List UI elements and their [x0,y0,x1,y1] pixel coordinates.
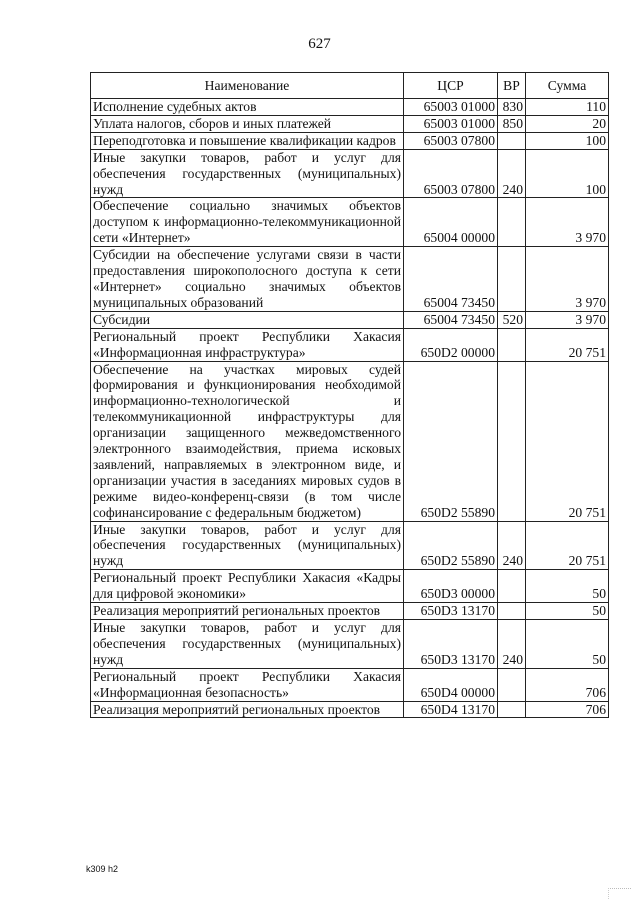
row-name: Региональный проект Республики Хакасия «Информационная безопасность» [91,668,404,701]
budget-table [90,72,609,718]
header-csr: ЦСР [404,73,498,99]
table-row [91,620,609,669]
table-header-row [91,73,609,99]
row-csr: 65003 01000 [404,99,498,116]
row-name: Субсидии на обеспечение услугами связи в части предоставления широкополосного доступа к сети «Интернет» социально значимых объектов муниципальных образований [91,247,404,312]
row-csr: 65003 01000 [404,115,498,132]
table-row [91,132,609,149]
row-name: Региональный проект Республики Хакасия «Информационная инфраструктура» [91,328,404,361]
row-sum: 3 970 [526,198,609,247]
table-row [91,149,609,198]
row-vr: 240 [498,620,526,669]
row-vr: 240 [498,521,526,570]
row-vr: 830 [498,99,526,116]
table-row [91,115,609,132]
table-row [91,570,609,603]
row-vr [498,132,526,149]
table-row [91,668,609,701]
table-row [91,701,609,718]
row-csr: 650D4 00000 [404,668,498,701]
row-name: Реализация мероприятий региональных проектов [91,603,404,620]
row-csr: 65004 73450 [404,311,498,328]
row-vr [498,603,526,620]
row-name: Уплата налогов, сборов и иных платежей [91,115,404,132]
row-csr: 650D2 00000 [404,328,498,361]
row-sum: 20 751 [526,521,609,570]
row-sum: 100 [526,132,609,149]
row-name: Реализация мероприятий региональных проектов [91,701,404,718]
footer-code: k309 h2 [86,864,119,874]
row-vr: 520 [498,311,526,328]
row-sum: 20 751 [526,328,609,361]
row-csr: 650D3 13170 [404,620,498,669]
row-sum: 3 970 [526,247,609,312]
row-name: Иные закупки товаров, работ и услуг для обеспечения государственных (муниципальных) нужд [91,521,404,570]
row-name: Иные закупки товаров, работ и услуг для обеспечения государственных (муниципальных) нужд [91,149,404,198]
row-vr [498,570,526,603]
row-name: Исполнение судебных актов [91,99,404,116]
row-sum: 50 [526,570,609,603]
table-row [91,328,609,361]
row-csr: 650D3 00000 [404,570,498,603]
row-csr: 65003 07800 [404,149,498,198]
page-number: 627 [308,36,331,52]
row-vr [498,701,526,718]
header-sum: Сумма [526,73,609,99]
table-row [91,198,609,247]
row-csr: 650D2 55890 [404,521,498,570]
row-sum: 706 [526,701,609,718]
row-vr: 240 [498,149,526,198]
row-sum: 50 [526,603,609,620]
row-name: Обеспечение социально значимых объектов доступом к информационно-телекоммуникационной сети «Интернет» [91,198,404,247]
table-row [91,603,609,620]
header-name: Наименование [91,73,404,99]
row-vr [498,198,526,247]
row-csr: 650D4 13170 [404,701,498,718]
header-vr: ВР [498,73,526,99]
row-name: Переподготовка и повышение квалификации кадров [91,132,404,149]
row-csr: 65004 73450 [404,247,498,312]
row-csr: 65003 07800 [404,132,498,149]
row-sum: 20 [526,115,609,132]
table-row [91,361,609,521]
table-row [91,311,609,328]
row-name: Обеспечение на участках мировых судей формирования и функционирования необходимой информационно-технологической и телекоммуникационной инфраструктуры для организации защищенного межведомственного электронного взаимодействия, приема исковых заявлений, направляемых в электронном виде, и организации участия в заседаниях мировых судов в режиме видео-конференц-связи (в том числе софинансирование с федеральным бюджетом) [91,361,404,521]
row-name: Субсидии [91,311,404,328]
row-sum: 20 751 [526,361,609,521]
scan-artifact [608,888,631,899]
row-sum: 706 [526,668,609,701]
row-vr [498,247,526,312]
row-vr [498,668,526,701]
row-name: Региональный проект Республики Хакасия «Кадры для цифровой экономики» [91,570,404,603]
table-row [91,521,609,570]
table-row [91,99,609,116]
row-sum: 110 [526,99,609,116]
row-sum: 50 [526,620,609,669]
table-row [91,247,609,312]
row-csr: 650D3 13170 [404,603,498,620]
row-sum: 100 [526,149,609,198]
row-vr: 850 [498,115,526,132]
row-vr [498,361,526,521]
row-csr: 650D2 55890 [404,361,498,521]
row-name: Иные закупки товаров, работ и услуг для обеспечения государственных (муниципальных) нужд [91,620,404,669]
row-csr: 65004 00000 [404,198,498,247]
row-sum: 3 970 [526,311,609,328]
row-vr [498,328,526,361]
